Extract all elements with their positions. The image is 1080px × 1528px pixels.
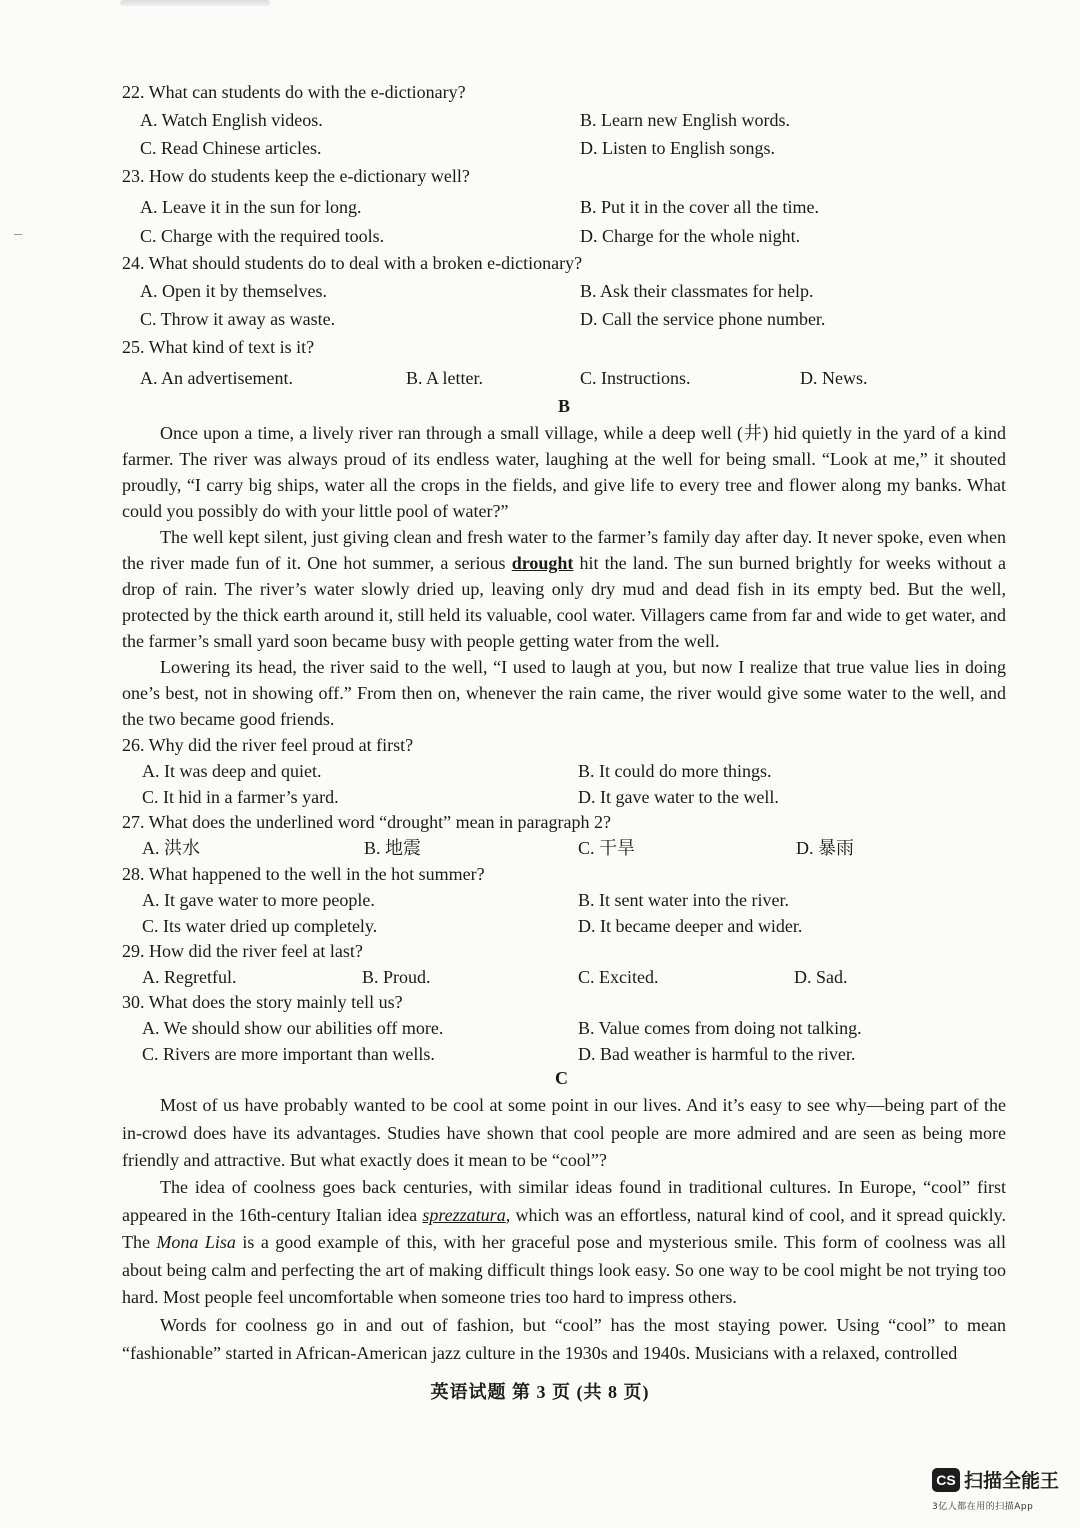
option-30b: B. Value comes from doing not talking. <box>578 1018 862 1038</box>
option-25a: A. An advertisement. <box>140 368 293 388</box>
option-23c: C. Charge with the required tools. <box>140 226 385 246</box>
question-30: 30. What does the story mainly tell us? <box>122 992 403 1012</box>
passage-b-paragraph-3: Lowering its head, the river said to the well, “I used to laugh at you, but now I realize that true value lies in doing one’s best, not in showing off.” From then on, whenever the rain came, the river would give some water to the well, and the two became good friends. <box>122 657 1006 729</box>
option-24c: C. Throw it away as waste. <box>140 309 336 329</box>
question-29: 29. How did the river feel at last? <box>122 941 363 961</box>
option-29d: D. Sad. <box>794 967 848 987</box>
option-30d: D. Bad weather is harmful to the river. <box>578 1044 856 1064</box>
option-25c: C. Instructions. <box>580 368 691 388</box>
option-30c: C. Rivers are more important than wells. <box>142 1044 435 1064</box>
italic-term: sprezzatura <box>422 1204 506 1225</box>
artwork-title: Mona Lisa <box>156 1232 236 1252</box>
camscanner-logo-icon: CS <box>932 1468 960 1492</box>
option-24b: B. Ask their classmates for help. <box>580 281 814 301</box>
passage-c-paragraph-3: Words for coolness go in and out of fashion, but “cool” has the most staying power. Using “cool” to mean “fashionable” started in African-American jazz culture in the 1930s and 1940s. Musicians with a relaxed, controlled <box>122 1315 1006 1363</box>
section-b-heading: B <box>558 396 571 416</box>
option-28a: A. It gave water to more people. <box>142 890 375 910</box>
question-27: 27. What does the underlined word “drought” mean in paragraph 2? <box>122 812 612 832</box>
scan-artifact-dash <box>14 234 22 235</box>
section-c-heading: C <box>555 1068 568 1088</box>
underlined-word: drought <box>511 553 574 573</box>
watermark-name: 扫描全能王 <box>964 1470 1060 1492</box>
scanner-watermark <box>932 1466 1062 1516</box>
option-28b: B. It sent water into the river. <box>578 890 789 910</box>
option-22b: B. Learn new English words. <box>580 110 790 130</box>
passage-b-paragraph-1: Once upon a time, a lively river ran through a small village, while a deep well (井) hid quietly in the yard of a kind farmer. The river was always proud of its endless water, laughing at the well for being small. “Look at me,” it shouted proudly, “I carry big ships, water all the crops in the fields, and give life to every tree and flower along my banks. What could you possibly do with your little pool of water?” <box>122 423 1006 521</box>
option-29c: C. Excited. <box>578 967 659 987</box>
question-22: 22. What can students do with the e-dictionary? <box>122 82 466 102</box>
question-23: 23. How do students keep the e-dictionary well? <box>122 166 470 186</box>
question-28: 28. What happened to the well in the hot summer? <box>122 864 485 884</box>
option-29a: A. Regretful. <box>142 967 237 987</box>
option-26a: A. It was deep and quiet. <box>142 761 322 781</box>
option-27d: D. 暴雨 <box>796 838 854 858</box>
question-24: 24. What should students do to deal with a broken e-dictionary? <box>122 253 583 273</box>
option-22c: C. Read Chinese articles. <box>140 138 322 158</box>
option-22a: A. Watch English videos. <box>140 110 323 130</box>
option-25d: D. News. <box>800 368 868 388</box>
passage-b-paragraph-2: The well kept silent, just giving clean and fresh water to the farmer’s family day after day. It never spoke, even when the river made fun of it. One hot summer, a serious drought hit the land. The sun burned brightly for weeks without a drop of rain. The river’s water slowly dried up, leaving only dry mud and dead fish in its empty bed. But the well, protected by the thick earth around it, still held its valuable, cool water. Villagers came from far and wide to get water, and the farmer’s small yard soon became busy with people getting water from the well. <box>122 527 1007 651</box>
passage-c-paragraph-1: Most of us have probably wanted to be cool at some point in our lives. And it’s easy to see why—being part of the in-crowd does have its advantages. Studies have shown that cool people are more admired and are seen as being more friendly and attractive. But what exactly does it mean to be “cool”? <box>122 1095 1006 1170</box>
option-26c: C. It hid in a farmer’s yard. <box>142 787 339 807</box>
option-27c: C. 干旱 <box>578 838 636 858</box>
option-26d: D. It gave water to the well. <box>578 787 779 807</box>
option-27b: B. 地震 <box>364 838 422 858</box>
option-24a: A. Open it by themselves. <box>140 281 327 301</box>
question-25: 25. What kind of text is it? <box>122 337 315 357</box>
page-footer: 英语试题 第 3 页 (共 8 页) <box>430 1382 650 1402</box>
option-27a: A. 洪水 <box>142 838 200 858</box>
option-25b: B. A letter. <box>406 368 484 388</box>
option-28c: C. Its water dried up completely. <box>142 916 378 936</box>
option-23a: A. Leave it in the sun for long. <box>140 197 362 217</box>
passage-c-paragraph-2: The idea of coolness goes back centuries, with similar ideas found in traditional cultures. In Europe, “cool” first appeared in the 16th-century Italian idea sprezzatura, which was an effortless, natural kind of cool, and it spread quickly. The Mona Lisa is a good example of this, with her graceful pose and mysterious smile. This form of coolness was all about being calm and perfecting the art of making difficult things look easy. So one way to be cool might be not trying too hard. Most people feel uncomfortable when someone tries too hard to impress others. <box>122 1177 1007 1307</box>
option-29b: B. Proud. <box>362 967 431 987</box>
option-24d: D. Call the service phone number. <box>580 309 826 329</box>
watermark-tagline: 3亿人都在用的扫描App <box>932 1502 1034 1512</box>
option-28d: D. It became deeper and wider. <box>578 916 803 936</box>
option-23b: B. Put it in the cover all the time. <box>580 197 819 217</box>
question-26: 26. Why did the river feel proud at first? <box>122 735 414 755</box>
option-22d: D. Listen to English songs. <box>580 138 776 158</box>
option-26b: B. It could do more things. <box>578 761 772 781</box>
scan-artifact <box>120 0 270 6</box>
option-30a: A. We should show our abilities off more. <box>142 1018 444 1038</box>
option-23d: D. Charge for the whole night. <box>580 226 801 246</box>
